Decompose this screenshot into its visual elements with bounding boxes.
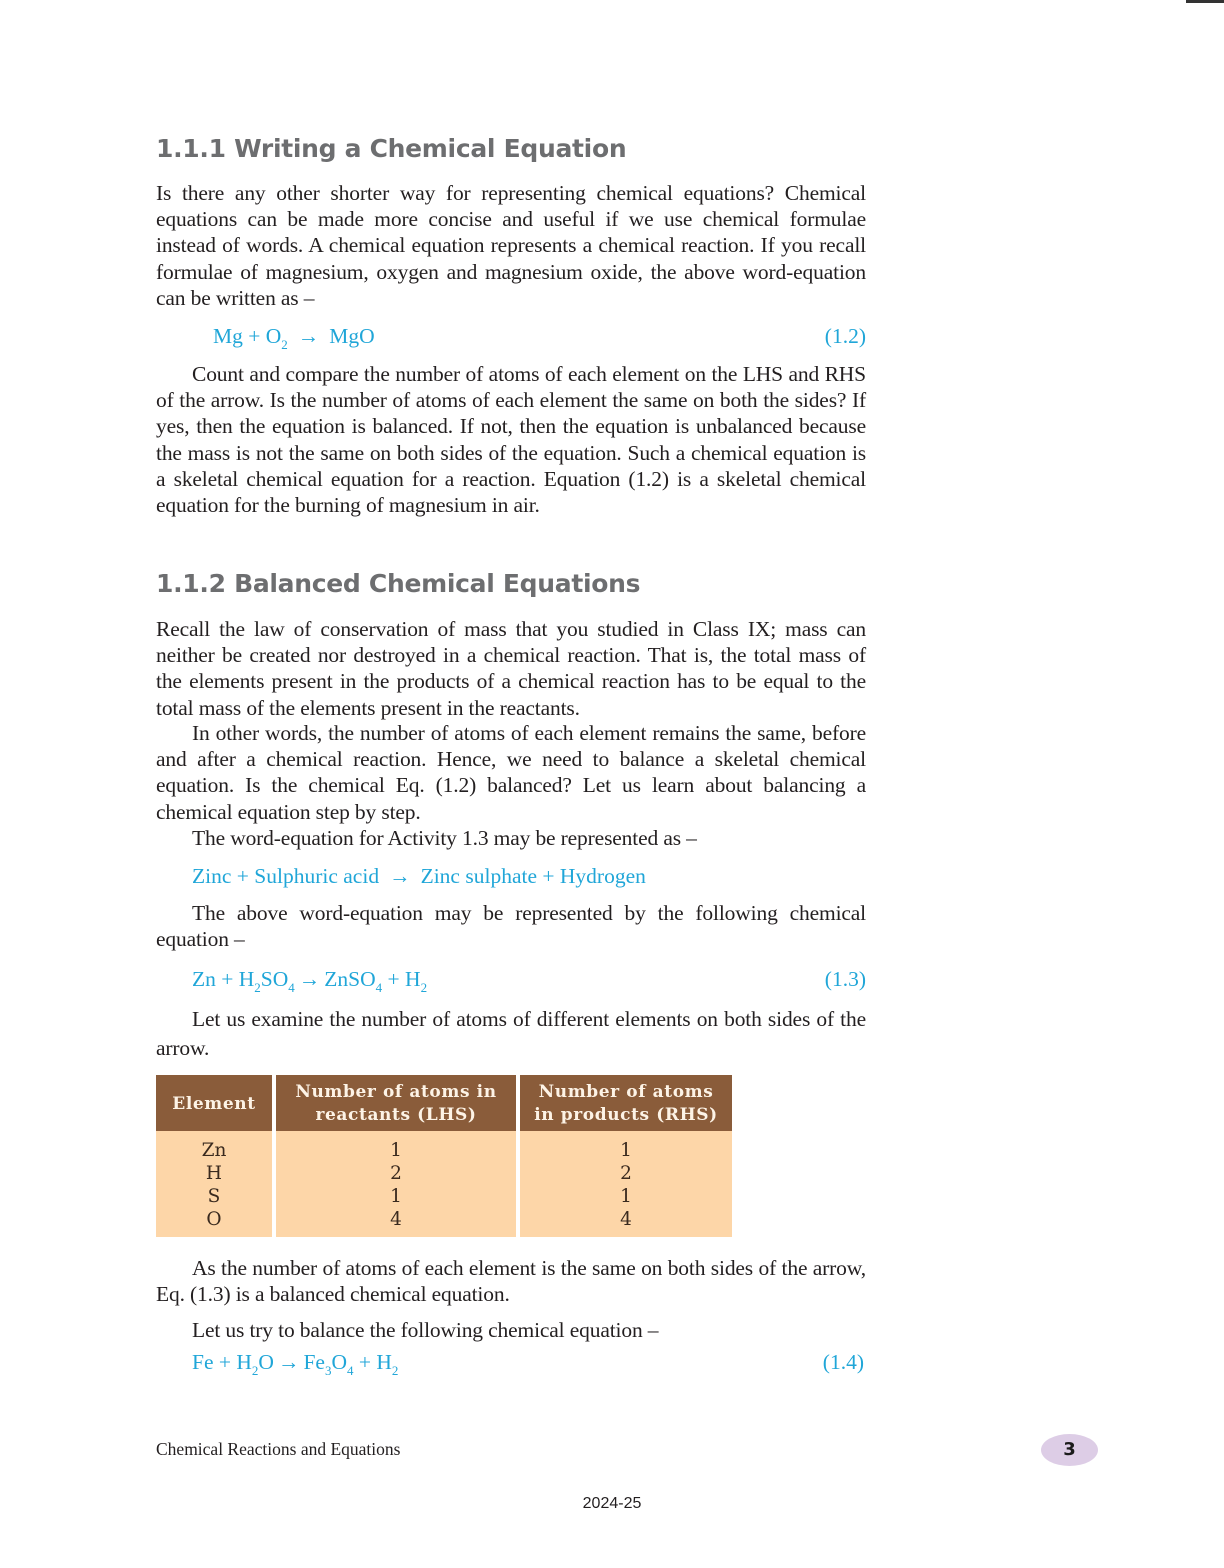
- atom-count-table: [156, 1075, 732, 1237]
- table-row: [156, 1131, 732, 1237]
- paragraph: Is there any other shorter way for representing chemical equations? Chemical equations can be made more concise and useful if we use chemical formulae instead of words. A chemical equation represents a chemical reaction. If you recall formulae of magnesium, oxygen and magnesium oxide, the above word-equation can be written as –: [156, 181, 866, 310]
- page-number-badge: 3: [1041, 1434, 1098, 1466]
- paragraph: The word-equation for Activity 1.3 may be represented as –: [192, 826, 697, 850]
- footer-chapter-title: Chemical Reactions and Equations: [156, 1439, 401, 1459]
- column-header-lhs: Number of atoms in reactants (LHS): [272, 1075, 516, 1131]
- cell-element: Zn: [201, 1140, 227, 1161]
- column-header-element: Element: [156, 1075, 272, 1131]
- cell-lhs-count: 2: [390, 1163, 402, 1184]
- paragraph: The above word-equation may be represented by the following chemical equation –: [156, 901, 866, 952]
- cell-element: H: [205, 1163, 223, 1184]
- cell-rhs-count: 1: [620, 1186, 632, 1207]
- cell-lhs-count: 1: [390, 1186, 402, 1207]
- element-column: [156, 1131, 272, 1237]
- cell-rhs-count: 4: [620, 1209, 632, 1230]
- column-header-rhs: Number of atoms in products (RHS): [516, 1075, 732, 1131]
- equation-number: (1.4): [822, 1350, 864, 1374]
- paragraph: Count and compare the number of atoms of each element on the LHS and RHS of the arrow. Is the number of atoms of each element the same on both the sides? If yes, then the equation is balanced. If not, then the equation is unbalanced because the mass is not the same on both sides of the equation. Such a chemical equation is a skeletal chemical equation for a reaction. Equation (1.2) is a skeletal chemical equation for the burning of magnesium in air.: [156, 362, 866, 518]
- table-header-row: [156, 1075, 732, 1131]
- section-heading-1-1-1: 1.1.1 Writing a Chemical Equation: [156, 134, 627, 163]
- equation-expression: $Mg + O_2$ → MgO: [213, 324, 375, 352]
- corner-rule: [1186, 0, 1224, 3]
- footer-year: 2024-25: [582, 1495, 642, 1512]
- paragraph: Let us try to balance the following chemical equation –: [192, 1318, 659, 1342]
- equation-expression: $Fe + H_2O \to Fe_3O_4 + H_2$: [192, 1350, 399, 1378]
- equation-number: (1.3): [824, 967, 866, 991]
- rhs-column: [516, 1131, 732, 1237]
- cell-rhs-count: 1: [620, 1140, 632, 1161]
- paragraph: In other words, the number of atoms of each element remains the same, before and after a chemical reaction. Hence, we need to balance a skeletal chemical equation. Is the chemical Eq. (1.2) balanced? Let us learn about balancing a chemical equation step by step.: [156, 721, 866, 824]
- paragraph: Let us examine the number of atoms of different elements on both sides of the arrow.: [156, 1007, 866, 1060]
- paragraph: As the number of atoms of each element is the same on both sides of the arrow, Eq. (1.3) is a balanced chemical equation.: [156, 1256, 866, 1307]
- cell-lhs-count: 4: [390, 1209, 402, 1230]
- lhs-column: [272, 1131, 516, 1237]
- cell-lhs-count: 1: [390, 1140, 402, 1161]
- section-heading-1-1-2: 1.1.2 Balanced Chemical Equations: [156, 569, 641, 598]
- paragraph: Recall the law of conservation of mass that you studied in Class IX; mass can neither be created nor destroyed in a chemical reaction. That is, the total mass of the elements present in the products of a chemical reaction has to be equal to the total mass of the elements present in the reactants.: [156, 617, 866, 720]
- cell-rhs-count: 2: [620, 1163, 632, 1184]
- equation-expression: $Zn + H_2SO_4$ → ZnSO$_4$ + $H_2$: [192, 967, 428, 995]
- cell-element: S: [207, 1186, 221, 1207]
- equation-expression: Zinc + Sulphuric acid → Zinc sulphate + Hydrogen: [192, 864, 646, 888]
- equation-number: (1.2): [824, 324, 866, 348]
- cell-element: O: [206, 1209, 222, 1230]
